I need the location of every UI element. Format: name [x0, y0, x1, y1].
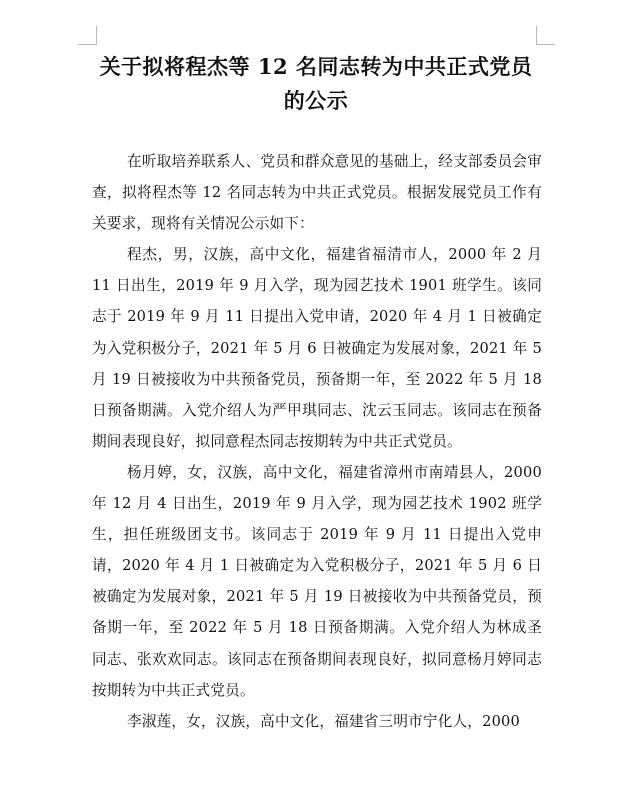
paragraph-yang-yueting: 杨月婷，女，汉族，高中文化，福建省漳州市南靖县人，2000 年 12 月 4 日出生，2019 年 9 月入学，现为园艺技术 1902 班学生，担任班级团支书。该同志于 2019 年 9 月 11 日提出入党申请，2020 年 4 月 1 日被确定为入党积极分子，2021 年 5 月 6 日被确定为发展对象，2021 年 5 月 19 日被接收为中共预备党员，预备期一年，至 2022 年 5 月 18 日预备期满。入党介绍人为林成圣同志、张欢欢同志。该同志在预备期间表现良好，拟同意杨月婷同志按期转为中共正式党员。 — [92, 463, 542, 699]
document-title: 关于拟将程杰等 12 名同志转为中共正式党员的公示 — [99, 54, 533, 113]
paragraph-cheng-jie: 程杰，男，汉族，高中文化，福建省福清市人，2000 年 2 月 11 日出生，2019 年 9 月入学，现为园艺技术 1901 班学生。该同志于 2019 年 9 月 11 日提出入党申请，2020 年 4 月 1 日被确定为入党积极分子，2021 年 5 月 6 日被确定为发展对象，2021 年 5 月 19 日被接收为中共预备党员，预备期一年，至 2022 年 5 月 18 日预备期满。入党介绍人为严甲琪同志、沈云玉同志。该同志在预备期间表现良好，拟同意程杰同志按期转为中共正式党员。 — [92, 246, 542, 450]
crop-mark-top-right — [536, 26, 555, 45]
crop-mark-top-left — [78, 26, 97, 45]
paragraph-li-shulian: 李淑莲，女，汉族，高中文化，福建省三明市宁化人，2000 — [127, 712, 521, 730]
intro-paragraph: 在听取培养联系人、党员和群众意见的基础上，经支部委员会审查，拟将程杰等 12 名同志转为中共正式党员。根据发展党员工作有关要求，现将有关情况公示如下： — [92, 153, 542, 233]
document-body — [92, 146, 542, 737]
